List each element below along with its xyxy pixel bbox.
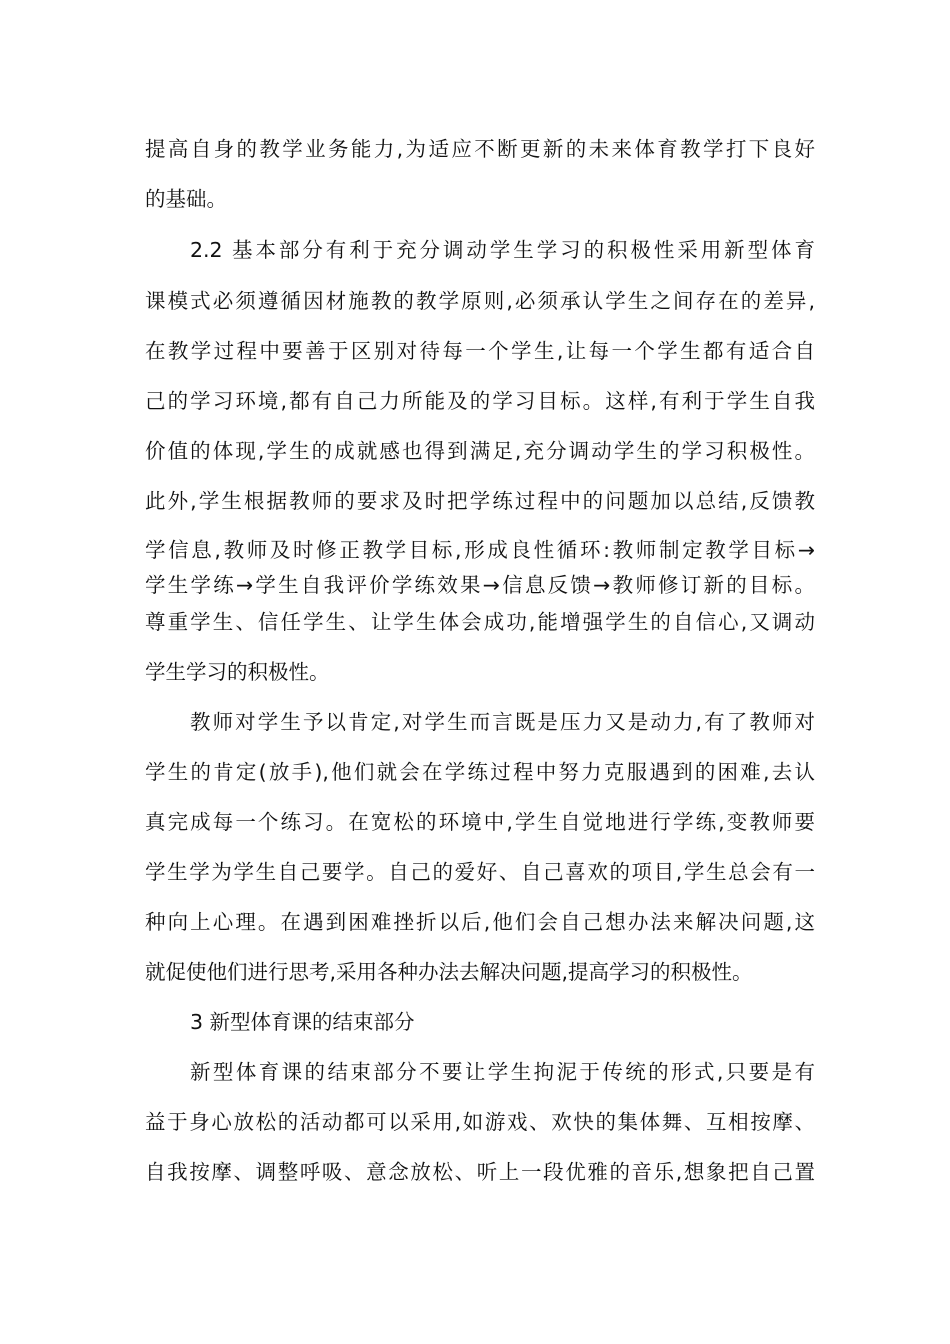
text-line: 学信息,教师及时修正教学目标,形成良性循环:教师制定教学目标→ [145, 538, 815, 562]
text-line: 学生学练→学生自我评价学练效果→信息反馈→教师修订新的目标。 [145, 573, 815, 597]
text-line: 自我按摩、调整呼吸、意念放松、听上一段优雅的音乐,想象把自己置 [145, 1160, 815, 1184]
text-line: 教师对学生予以肯定,对学生而言既是压力又是动力,有了教师对 [190, 710, 815, 734]
text-line: 尊重学生、信任学生、让学生体会成功,能增强学生的自信心,又调动 [145, 610, 815, 634]
text-line: 学生的肯定(放手),他们就会在学练过程中努力克服遇到的困难,去认 [145, 760, 815, 784]
text-line: 真完成每一个练习。在宽松的环境中,学生自觉地进行学练,变教师要 [145, 810, 815, 834]
text-line: 价值的体现,学生的成就感也得到满足,充分调动学生的学习积极性。 [145, 439, 815, 463]
text-line: 的基础。 [145, 187, 227, 211]
section-heading: 2.2 基本部分有利于充分调动学生学习的积极性采用新型体育 [190, 238, 815, 262]
text-line: 学生学习的积极性。 [145, 660, 330, 684]
text-line: 种向上心理。在遇到困难挫折以后,他们会自己想办法来解决问题,这 [145, 910, 815, 934]
text-line: 课模式必须遵循因材施教的教学原则,必须承认学生之间存在的差异, [145, 289, 815, 313]
text-line: 益于身心放松的活动都可以采用,如游戏、欢快的集体舞、互相按摩、 [145, 1110, 815, 1134]
text-line: 提高自身的教学业务能力,为适应不断更新的未来体育教学打下良好 [145, 137, 815, 161]
section-heading: 3 新型体育课的结束部分 [190, 1010, 415, 1034]
text-line: 就促使他们进行思考,采用各种办法去解决问题,提高学习的积极性。 [145, 960, 753, 984]
text-line: 学生学为学生自己要学。自己的爱好、自己喜欢的项目,学生总会有一 [145, 860, 815, 884]
text-line: 此外,学生根据教师的要求及时把学练过程中的问题加以总结,反馈教 [145, 489, 815, 513]
text-line: 在教学过程中要善于区别对待每一个学生,让每一个学生都有适合自 [145, 339, 815, 363]
text-line: 新型体育课的结束部分不要让学生拘泥于传统的形式,只要是有 [190, 1060, 815, 1084]
text-line: 己的学习环境,都有自己力所能及的学习目标。这样,有利于学生自我 [145, 389, 815, 413]
